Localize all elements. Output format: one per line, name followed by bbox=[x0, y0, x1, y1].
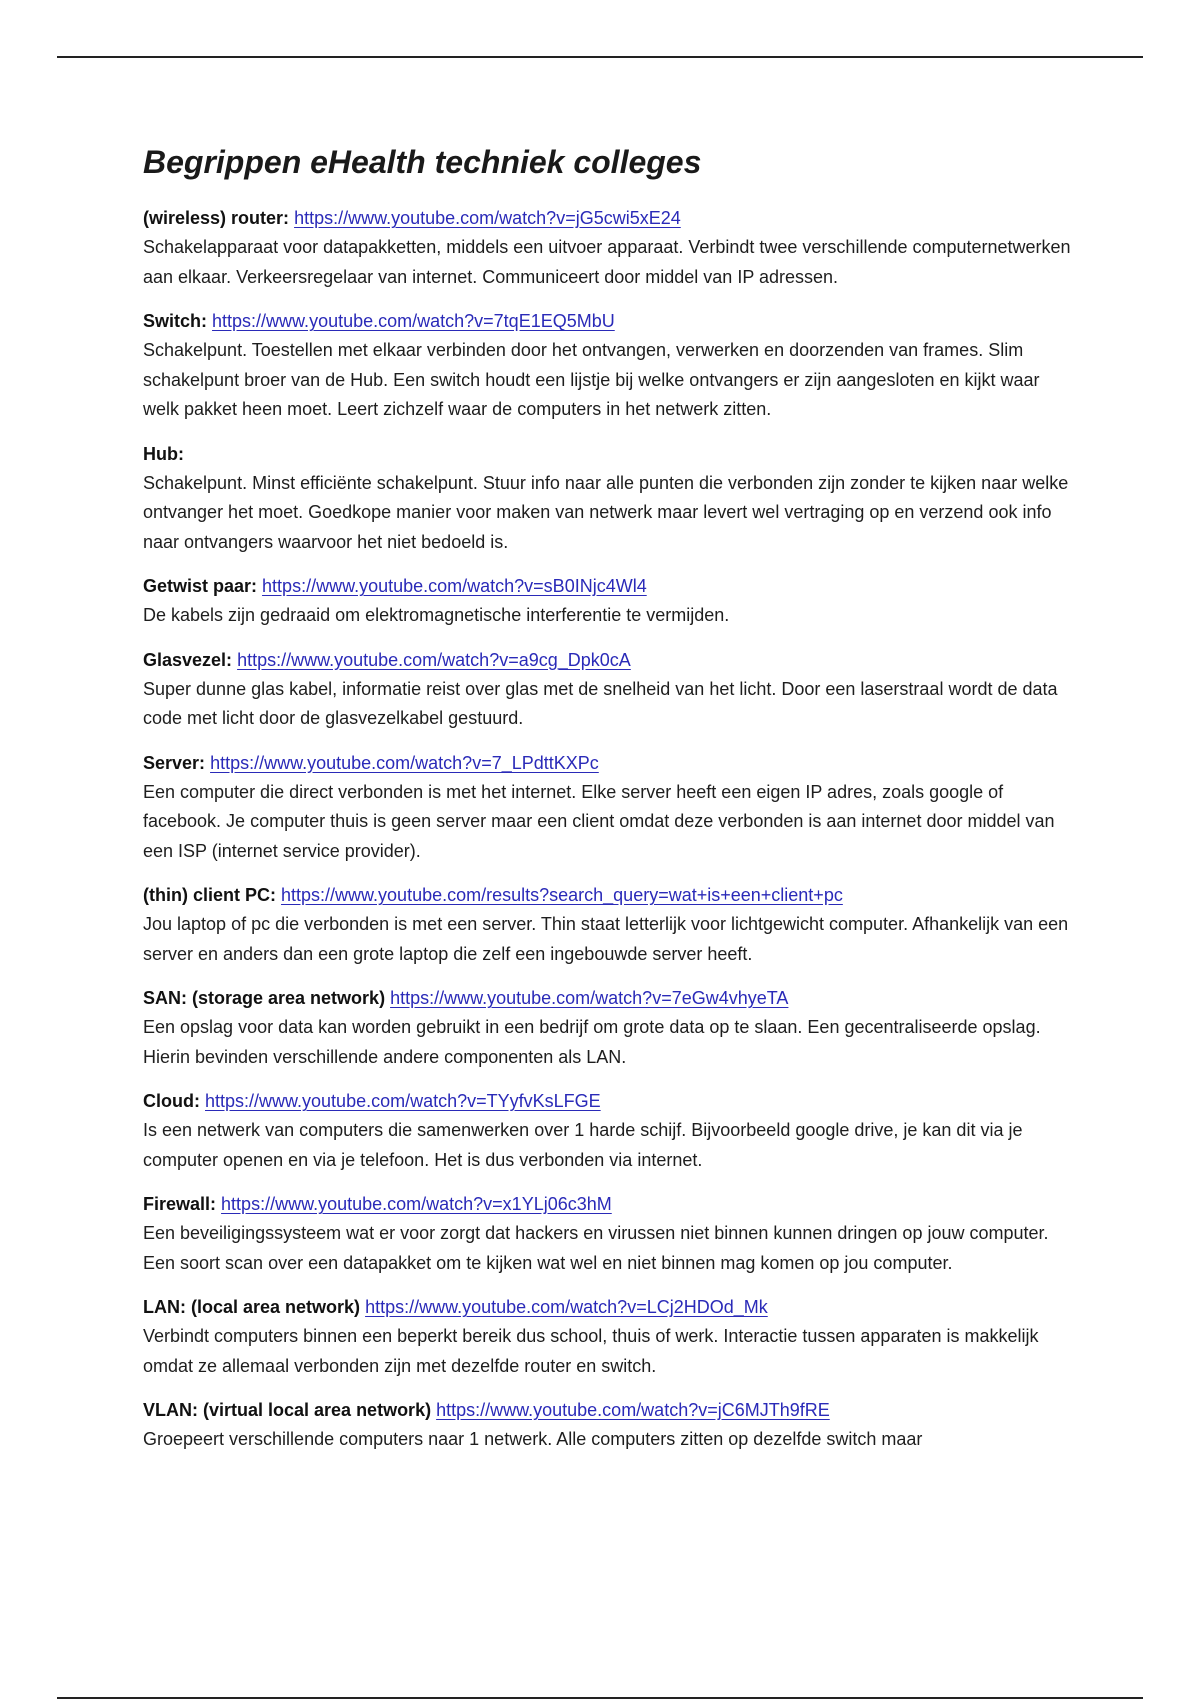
entry-heading bbox=[143, 881, 1073, 910]
glossary-entry bbox=[143, 440, 1073, 558]
document-title: Begrippen eHealth techniek colleges bbox=[143, 144, 702, 180]
entry-description: Jou laptop of pc die verbonden is met een server. Thin staat letterlijk voor lichtgewicht computer. Afhankelijk van een server en anders dan een grote laptop die zelf een ingebouwde server heeft. bbox=[143, 914, 1069, 964]
entry-term: Hub: bbox=[143, 443, 184, 464]
entry-heading bbox=[143, 1190, 1073, 1219]
glossary-entry bbox=[143, 1190, 1073, 1278]
entry-term: (thin) client PC: bbox=[143, 885, 276, 905]
entry-description: Is een netwerk van computers die samenwerken over 1 harde schijf. Bijvoorbeeld google drive, je kan dit via je computer openen en via je telefoon. Het is dus verbonden via internet. bbox=[143, 1120, 1023, 1170]
entry-description: Schakelpunt. Toestellen met elkaar verbinden door het ontvangen, verwerken en doorzenden van frames. Slim schakelpunt broer van de Hub. Een switch houdt een lijstje bij welke ontvangers er zijn aangesloten en kijkt waar welk pakket heen moet. Leert zichzelf waar de computers in het netwerk zitten. bbox=[143, 340, 1040, 419]
entry-heading bbox=[143, 572, 1073, 601]
entry-description: Super dunne glas kabel, informatie reist over glas met de snelheid van het licht. Door een laserstraal wordt de data code met licht door de glasvezelkabel gestuurd. bbox=[143, 678, 1058, 728]
footer-rule bbox=[57, 1697, 1143, 1699]
glossary-entry bbox=[143, 204, 1073, 292]
entry-description: Een computer die direct verbonden is met het internet. Elke server heeft een eigen IP adres, zoals google of facebook. Je computer thuis is geen server maar een client omdat deze verbonden is aan internet door middel van een ISP (internet service provider). bbox=[143, 781, 1055, 861]
glossary-entry bbox=[143, 572, 1073, 631]
entry-description: De kabels zijn gedraaid om elektromagnetische interferentie te vermijden. bbox=[143, 605, 730, 625]
entry-description: Groepeert verschillende computers naar 1 netwerk. Alle computers zitten op dezelfde switch maar bbox=[143, 1429, 923, 1449]
entry-heading bbox=[143, 646, 1073, 675]
video-link[interactable]: https://www.youtube.com/watch?v=jG5cwi5xE24 bbox=[294, 208, 681, 228]
video-link[interactable]: https://www.youtube.com/watch?v=jC6MJTh9fRE bbox=[436, 1400, 830, 1420]
video-link[interactable]: https://www.youtube.com/watch?v=7tqE1EQ5MbU bbox=[212, 311, 615, 331]
entry-description: Een opslag voor data kan worden gebruikt in een bedrijf om grote data op te slaan. Een gecentraliseerde opslag. Hierin bevinden verschillende andere componenten als LAN. bbox=[143, 1017, 1041, 1067]
document-page bbox=[143, 140, 1073, 1470]
entry-description: Verbindt computers binnen een beperkt bereik dus school, thuis of werk. Interactie tussen apparaten is makkelijk omdat ze allemaal verbonden zijn met dezelfde router en switch. bbox=[143, 1326, 1039, 1376]
entry-heading bbox=[143, 1087, 1073, 1116]
glossary-entry bbox=[143, 1087, 1073, 1175]
entry-term: Glasvezel: bbox=[143, 649, 233, 670]
glossary-entry bbox=[143, 646, 1073, 734]
video-link[interactable]: https://www.youtube.com/watch?v=x1YLj06c3hM bbox=[221, 1194, 612, 1214]
entry-heading bbox=[143, 440, 1073, 469]
video-link[interactable]: https://www.youtube.com/results?search_query=wat+is+een+client+pc bbox=[281, 885, 843, 905]
entry-term: Firewall: bbox=[143, 1194, 217, 1214]
glossary-entry bbox=[143, 984, 1073, 1072]
glossary-entry bbox=[143, 307, 1073, 425]
entry-term: SAN: (storage area network) bbox=[143, 988, 391, 1008]
entry-term: VLAN: (virtual local area network) bbox=[143, 1400, 432, 1420]
video-link[interactable]: https://www.youtube.com/watch?v=sB0INjc4Wl4 bbox=[262, 576, 647, 596]
entry-heading bbox=[143, 1293, 1073, 1322]
video-link[interactable]: https://www.youtube.com/watch?v=a9cg_Dpk0cA bbox=[237, 649, 631, 670]
entry-description: Een beveiligingssysteem wat er voor zorgt dat hackers en virussen niet binnen kunnen dringen op jouw computer. Een soort scan over een datapakket om te kijken wat wel en niet binnen mag komen op jou computer. bbox=[143, 1223, 1049, 1273]
entry-heading bbox=[143, 984, 1073, 1013]
entry-heading bbox=[143, 204, 1073, 233]
entry-term: LAN: (local area network) bbox=[143, 1297, 361, 1317]
entry-description: Schakelpunt. Minst efficiënte schakelpunt. Stuur info naar alle punten die verbonden zijn zonder te kijken naar welke ontvanger het moet. Goedkope manier voor maken van netwerk maar levert wel vertraging op en verzend ook info naar ontvangers waarvoor het niet bedoeld is. bbox=[143, 472, 1069, 552]
entry-heading bbox=[143, 749, 1073, 778]
entry-term: Server: bbox=[143, 752, 206, 773]
video-link[interactable]: https://www.youtube.com/watch?v=7eGw4vhyeTA bbox=[390, 988, 789, 1008]
video-link[interactable]: https://www.youtube.com/watch?v=LCj2HDOd_Mk bbox=[365, 1297, 768, 1317]
entry-description: Schakelapparaat voor datapakketten, middels een uitvoer apparaat. Verbindt twee verschillende computernetwerken aan elkaar. Verkeersregelaar van internet. Communiceert door middel van IP adressen. bbox=[143, 237, 1071, 287]
entry-term: Cloud: bbox=[143, 1091, 200, 1111]
entry-heading bbox=[143, 307, 1073, 336]
entry-heading bbox=[143, 1396, 1073, 1425]
glossary-entry bbox=[143, 1293, 1073, 1381]
entry-term: (wireless) router: bbox=[143, 208, 290, 228]
glossary-entry bbox=[143, 881, 1073, 969]
video-link[interactable]: https://www.youtube.com/watch?v=TYyfvKsLFGE bbox=[205, 1091, 601, 1111]
entry-term: Switch: bbox=[143, 311, 208, 331]
glossary-entry bbox=[143, 1396, 1073, 1455]
glossary-entry bbox=[143, 749, 1073, 867]
entry-term: Getwist paar: bbox=[143, 576, 258, 596]
video-link[interactable]: https://www.youtube.com/watch?v=7_LPdttKXPc bbox=[210, 752, 599, 773]
header-rule bbox=[57, 56, 1143, 58]
